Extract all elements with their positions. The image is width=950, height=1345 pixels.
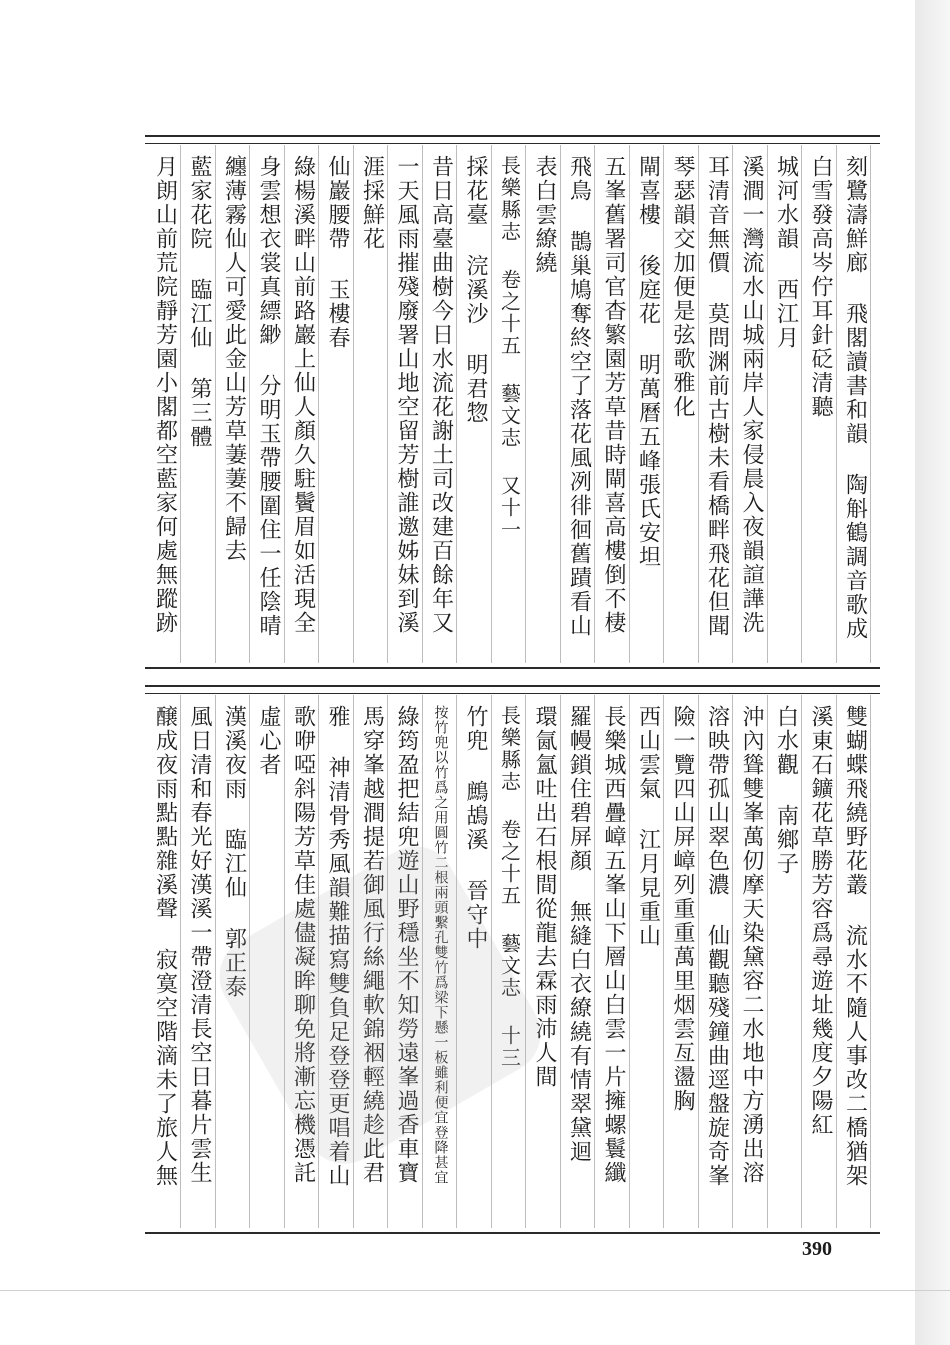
text-column: 採花臺 浣溪沙 明君惣 <box>463 155 488 425</box>
text-column: 歌咿啞斜陽芳草佳處儘凝眸聊免將漸忘機憑託 <box>290 705 316 1185</box>
column-rule <box>767 695 768 1228</box>
column-rule <box>180 145 181 663</box>
column-rule <box>836 145 837 663</box>
text-column: 綠楊溪畔山前路巖上仙人顏久駐鬢眉如活現全 <box>290 155 316 635</box>
text-column: 涯採鮮花 <box>359 155 385 251</box>
column-rule <box>215 695 216 1228</box>
column-rule <box>663 695 664 1228</box>
column-rule <box>663 145 664 663</box>
top-inner-rule <box>145 143 880 144</box>
page-margin-header: 長樂縣志 卷之十五 藝文志 又十一 <box>497 155 522 541</box>
column-rule <box>284 145 285 663</box>
column-rule <box>629 145 630 663</box>
column-rule <box>491 145 492 663</box>
text-column: 沖內聳雙峯萬仞摩天染黛容二水地中方湧出溶 <box>739 705 764 1185</box>
page-margin-header: 長樂縣志 卷之十五 藝文志 十三 <box>497 705 522 1069</box>
column-rule <box>836 695 837 1228</box>
text-column: 雅 神清骨秀風韻難描寫雙負足登登更唱着山 <box>325 705 350 1188</box>
text-column: 按竹兜以竹爲之用圓竹二根兩頭繫孔雙竹爲梁下懸一板雖利便宜登降甚宜 <box>432 705 449 1185</box>
column-rule <box>698 695 699 1228</box>
column-rule <box>353 145 354 663</box>
text-column: 溪澗一灣流水山城兩岸人家侵晨入夜韻諠譁洗 <box>739 155 764 635</box>
text-column: 城河水韻 西江月 <box>773 155 799 350</box>
column-rule <box>525 145 526 663</box>
column-rule <box>215 145 216 663</box>
column-rule <box>801 695 802 1228</box>
text-column: 羅幔鎖住碧屏顏 無縫白衣繚繞有情翠黛迴 <box>566 705 592 1164</box>
text-column: 環氤氳吐出石根間從龍去霖雨沛人間 <box>532 705 557 1089</box>
text-column: 耳清音無價 莫問渊前古樹未看橋畔飛花但聞 <box>704 155 730 638</box>
text-column: 虛心者 <box>256 705 281 777</box>
column-rule <box>594 695 595 1228</box>
text-column: 身雲想衣裳真縹緲 分明玉帶腰圍住一任陰晴 <box>256 155 281 638</box>
column-rule <box>629 695 630 1228</box>
column-rule <box>732 695 733 1228</box>
text-column: 風日清和春光好漢溪一帶澄清長空日暮片雲生 <box>187 705 212 1185</box>
column-rule <box>525 695 526 1228</box>
text-column: 閘喜樓 後庭花 明萬曆五峰張氏安坦 <box>635 155 661 569</box>
column-rule <box>560 145 561 663</box>
text-column: 馬穿峯越澗提若御風行絲繩軟錦裀輕繞趁此君 <box>359 705 385 1185</box>
text-column: 白水觀 南鄉子 <box>773 705 799 876</box>
column-rule <box>594 145 595 663</box>
column-rule <box>801 145 802 663</box>
text-column: 溶映帶孤山翠色濃 仙觀聽殘鐘曲逕盤旋奇峯 <box>704 705 730 1188</box>
bottom-inner-rule <box>145 693 880 694</box>
text-column: 刻鷺濤鮮廊 飛閣讀書和韻 陶斛鶴調音歌成 <box>842 155 868 641</box>
column-rule <box>387 145 388 663</box>
scan-bottom-rule <box>0 1290 950 1291</box>
text-column: 西山雲氣 江月見重山 <box>635 705 661 948</box>
text-column: 昔日高臺曲樹今日水流花謝土司改建百餘年又 <box>428 155 454 635</box>
page-number: 390 <box>802 1238 832 1260</box>
column-rule <box>422 145 423 663</box>
text-column: 表白雲繚繞 <box>532 155 557 275</box>
text-column: 雙蝴蝶飛繞野花叢 流水不隨人事改二橋猶架 <box>842 705 868 1188</box>
column-rule <box>180 695 181 1228</box>
top-page-panel <box>145 135 880 669</box>
column-rule <box>767 145 768 663</box>
text-column: 纏薄霧仙人可愛此金山芳草萋萋不歸去 <box>221 155 247 563</box>
text-column: 竹兜 鷓鴣溪 晉守中 <box>463 705 488 951</box>
column-rule <box>318 145 319 663</box>
text-column: 飛鳥 鵲巢鳩奪終空了落花風冽徘徊舊蹟看山 <box>566 155 592 638</box>
text-column: 漢溪夜雨 臨江仙 郭正泰 <box>221 705 247 999</box>
text-column: 琴瑟韻交加便是弦歌雅化 <box>670 155 695 419</box>
text-column: 險一覽四山屏嶂列重重萬里烟雲亙盪胸 <box>670 705 695 1113</box>
text-column: 五峯舊署司官杳繁園芳草昔時閘喜高樓倒不棲 <box>601 155 626 635</box>
column-rule <box>456 145 457 663</box>
column-rule <box>732 145 733 663</box>
text-column: 藍家花院 臨江仙 第三體 <box>187 155 212 449</box>
text-column: 長樂城西疊嶂五峯山下層山白雲一片擁螺鬟纖 <box>601 705 626 1185</box>
text-column: 溪東石鑛花草勝芳容爲尋遊址幾度夕陽紅 <box>808 705 833 1137</box>
text-column: 白雪發高岑佇耳針砭清聽 <box>808 155 833 419</box>
text-column: 月朗山前荒院靜芳園小閣都空藍家何處無蹤跡 <box>152 155 178 635</box>
column-rule <box>870 145 871 663</box>
text-column: 仙巖腰帶 玉樓春 <box>325 155 350 350</box>
scan-page-edge <box>915 0 950 1345</box>
text-column: 綠筠盈把結兜遊山野穩坐不知勞遠峯過香車寶 <box>394 705 419 1185</box>
column-rule <box>870 695 871 1228</box>
text-column: 醸成夜雨點點雜溪聲 寂寞空階滴未了旅人無 <box>152 705 178 1188</box>
text-column: 一天風雨摧殘廢署山地空留芳樹誰邀姊妹到溪 <box>394 155 419 635</box>
column-rule <box>698 145 699 663</box>
column-rule <box>560 695 561 1228</box>
column-rule <box>249 145 250 663</box>
